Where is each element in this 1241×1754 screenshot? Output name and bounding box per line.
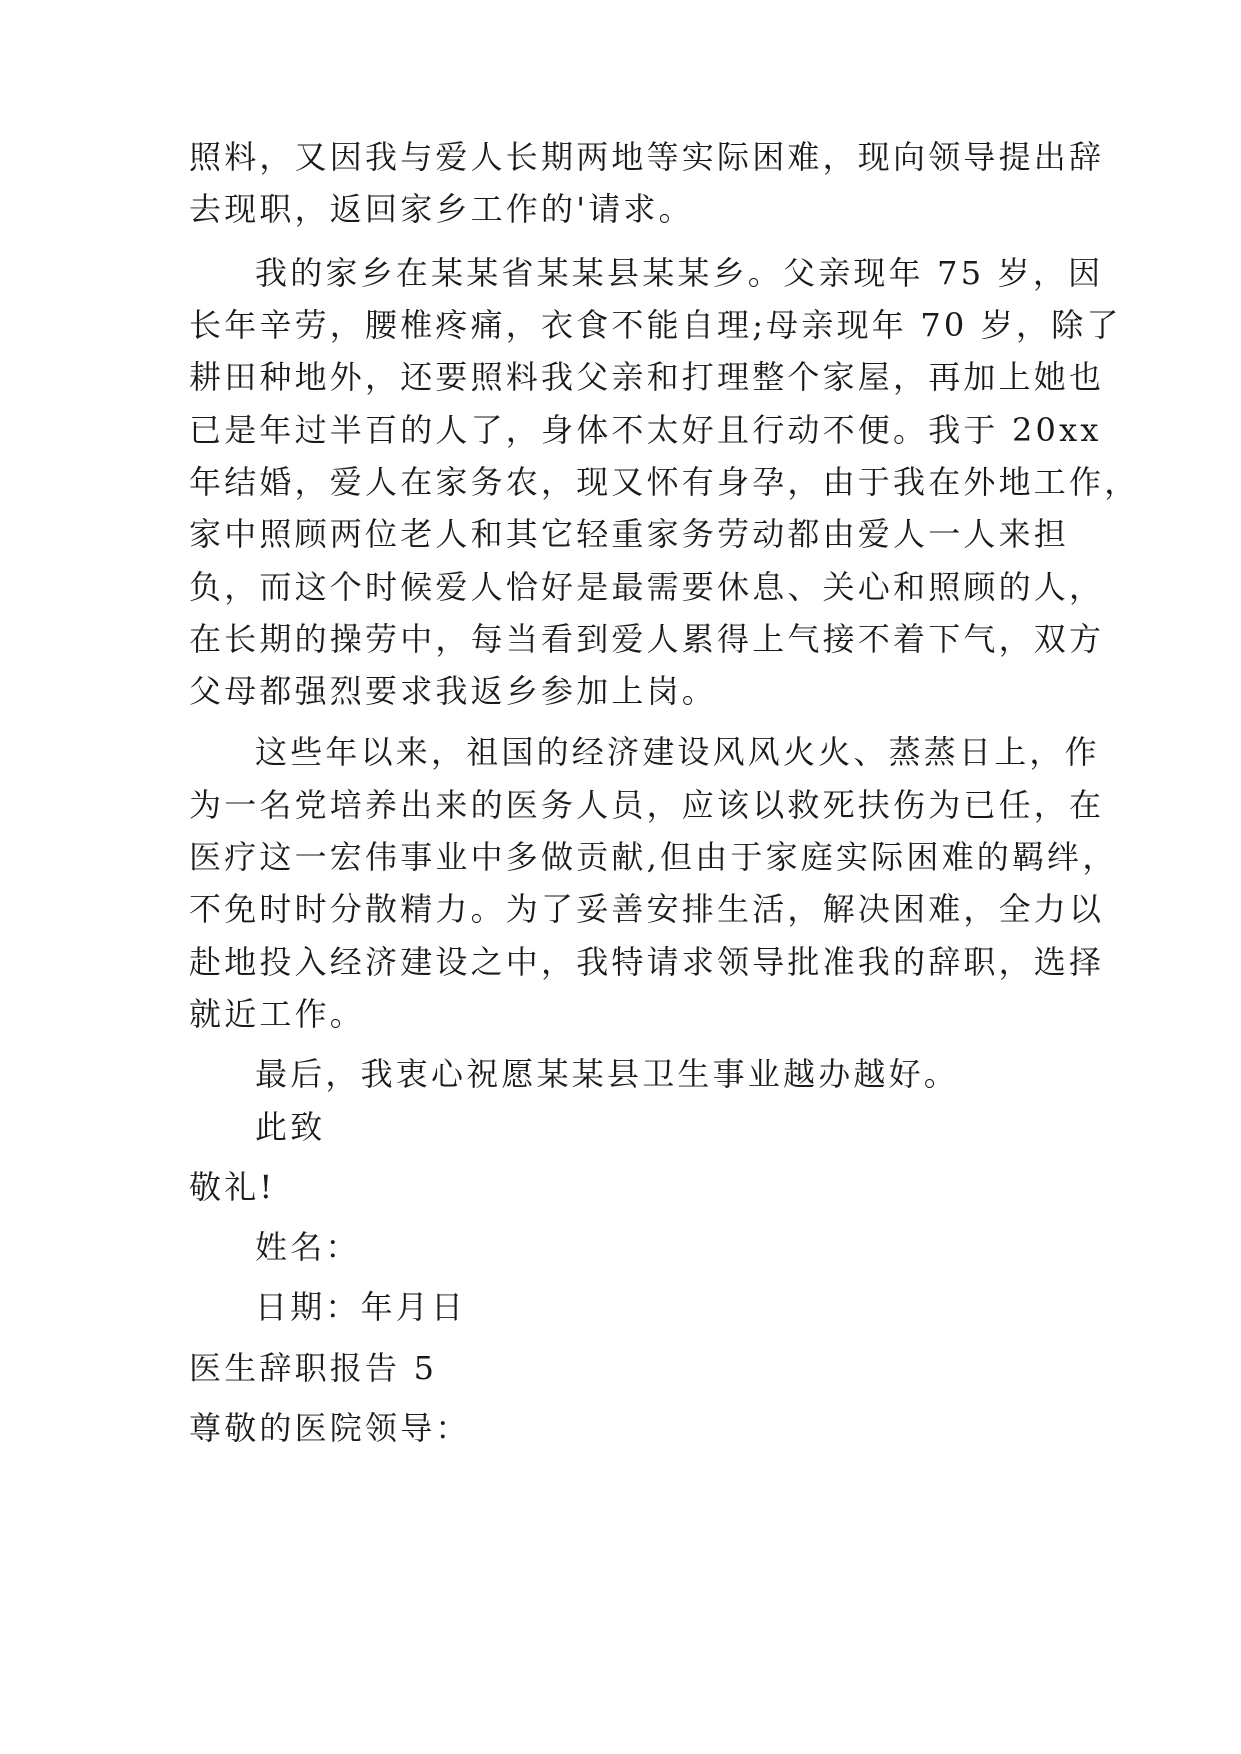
paragraph-line: 这些年以来，祖国的经济建设风风火火、蒸蒸日上，作 (255, 733, 1100, 771)
paragraph-line: 负，而这个时候爱人恰好是最需要休息、关心和照顾的人， (189, 568, 1105, 606)
salutation-closing: 此致 (255, 1108, 326, 1146)
paragraph-line: 赴地投入经济建设之中，我特请求领导批准我的辞职，选择 (189, 943, 1105, 981)
paragraph-line: 就近工作。 (189, 995, 366, 1033)
paragraph-line: 去现职，返回家乡工作的'请求。 (189, 190, 694, 228)
paragraph-line: 已是年过半百的人了，身体不太好且行动不便。我于 20xx (189, 411, 1102, 449)
section-title: 医生辞职报告 5 (189, 1349, 438, 1387)
closing-wish: 最后，我衷心祝愿某某县卫生事业越办越好。 (255, 1055, 960, 1093)
paragraph-line: 在长期的操劳中，每当看到爱人累得上气接不着下气，双方 (189, 620, 1105, 658)
paragraph-line: 年结婚，爱人在家务农，现又怀有身孕，由于我在外地工作， (189, 463, 1140, 501)
paragraph-line: 父母都强烈要求我返乡参加上岗。 (189, 672, 718, 710)
paragraph-line: 为一名党培养出来的医务人员，应该以救死扶伤为已任，在 (189, 786, 1105, 824)
paragraph-line: 长年辛劳，腰椎疼痛，衣食不能自理;母亲现年 70 岁，除了 (189, 306, 1122, 344)
letter-greeting: 尊敬的医院领导： (189, 1409, 471, 1447)
paragraph-line: 家中照顾两位老人和其它轻重家务劳动都由爱人一人来担 (189, 515, 1070, 553)
paragraph-line: 我的家乡在某某省某某县某某乡。父亲现年 75 岁，因 (255, 254, 1104, 292)
signature-name: 姓名： (255, 1228, 361, 1266)
paragraph-line: 耕田种地外，还要照料我父亲和打理整个家屋，再加上她也 (189, 358, 1105, 396)
paragraph-line: 不免时时分散精力。为了妥善安排生活，解决困难，全力以 (189, 890, 1105, 928)
signature-date: 日期：年月日 (255, 1288, 467, 1326)
paragraph-line: 照料，又因我与爱人长期两地等实际困难，现向领导提出辞 (189, 138, 1105, 176)
salutation-respect: 敬礼! (189, 1168, 276, 1206)
paragraph-line: 医疗这一宏伟事业中多做贡献,但由于家庭实际困难的羁绊， (189, 838, 1118, 876)
